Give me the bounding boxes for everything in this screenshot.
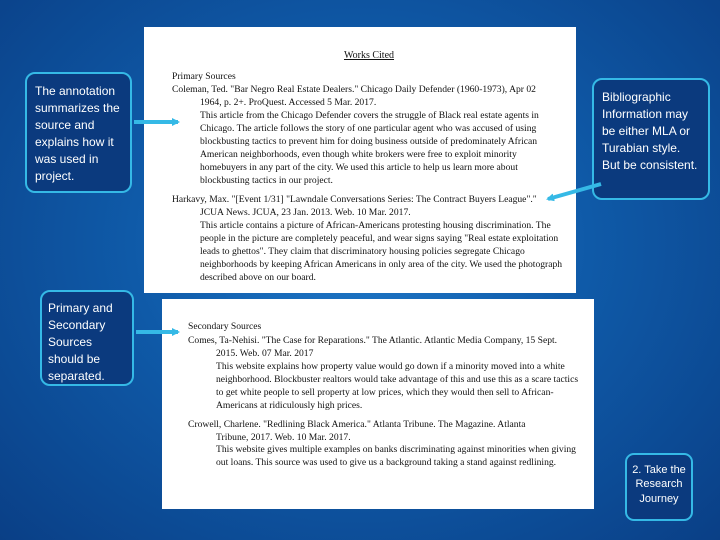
annotation-text: This website gives multiple examples on banks discriminating against minorities when giving out loans. This source was used to give us a background taking a stand against redlining. — [216, 444, 576, 469]
research-journey-button[interactable]: 2. Take the Research Journey — [625, 453, 693, 521]
annotation-text: This article contains a picture of African-Americans protesting housing discrimination. The people in the picture are completely peaceful, and wear signs saying "Real estate exploitation leads to ghettos". They claim that discriminatory housing policies segregate Chicago neighborhoods by keeping African Americans in only area of the city. We used the photograph described above on our board. — [200, 219, 563, 283]
annotation-callout: The annotation summarizes the source and explains how it was used in project. — [25, 72, 132, 193]
citation-text-cont: 2015. Web. 07 Mar. 2017 — [216, 347, 314, 359]
citation-text: Crowell, Charlene. "Redlining Black America." Atlanta Tribune. The Magazine. Atlanta — [188, 418, 526, 430]
citation-text-cont: 1964, p. 2+. ProQuest. Accessed 5 Mar. 2017. — [200, 97, 377, 109]
bibliographic-callout: Bibliographic Information may be either MLA or Turabian style. But be consistent. — [592, 78, 710, 200]
citation-text: Harkavy, Max. "[Event 1/31] "Lawndale Conversations Series: The Contract Buyers League"." — [172, 193, 537, 205]
citation-text-cont: Tribune, 2017. Web. 10 Mar. 2017. — [216, 431, 351, 443]
annotation-text: This website explains how property value would go down if a minority moved into a white neighborhood. Blockbuster realtors would take advantage of this and use this as a scare tactics to get white people to sell property at low prices, which they would then sell to African-Americans at ridiculously high prices. — [216, 360, 579, 411]
secondary-sources-heading: Secondary Sources — [188, 321, 262, 332]
citation-text: Comes, Ta-Nehisi. "The Case for Reparations." The Atlantic. Atlantic Media Company, 15 Sept. — [188, 334, 558, 346]
annotation-text: This article from the Chicago Defender covers the struggle of Black real estate agents in Chicago. The article follows the story of one particular agent who was accused of using blockbusting tactics to prevent him for doing business outside of predominately African American neighborhoods, even though white brokers were free to exploit minority homebuyers in any part of the city. We used this article to help us learn more about blockbusting tactics in our project. — [200, 110, 539, 186]
citation-text: Coleman, Ted. "Bar Negro Real Estate Dealers." Chicago Daily Defender (1960-1973), Apr 02 — [172, 84, 536, 96]
citation-text-cont: JCUA News. JCUA, 23 Jan. 2013. Web. 10 Mar. 2017. — [200, 206, 411, 218]
works-cited-title: Works Cited — [343, 50, 395, 61]
bibliographic-arrow — [548, 184, 601, 199]
separated-callout: Primary and Secondary Sources should be separated. — [40, 290, 134, 386]
primary-sources-heading: Primary Sources — [172, 70, 236, 82]
